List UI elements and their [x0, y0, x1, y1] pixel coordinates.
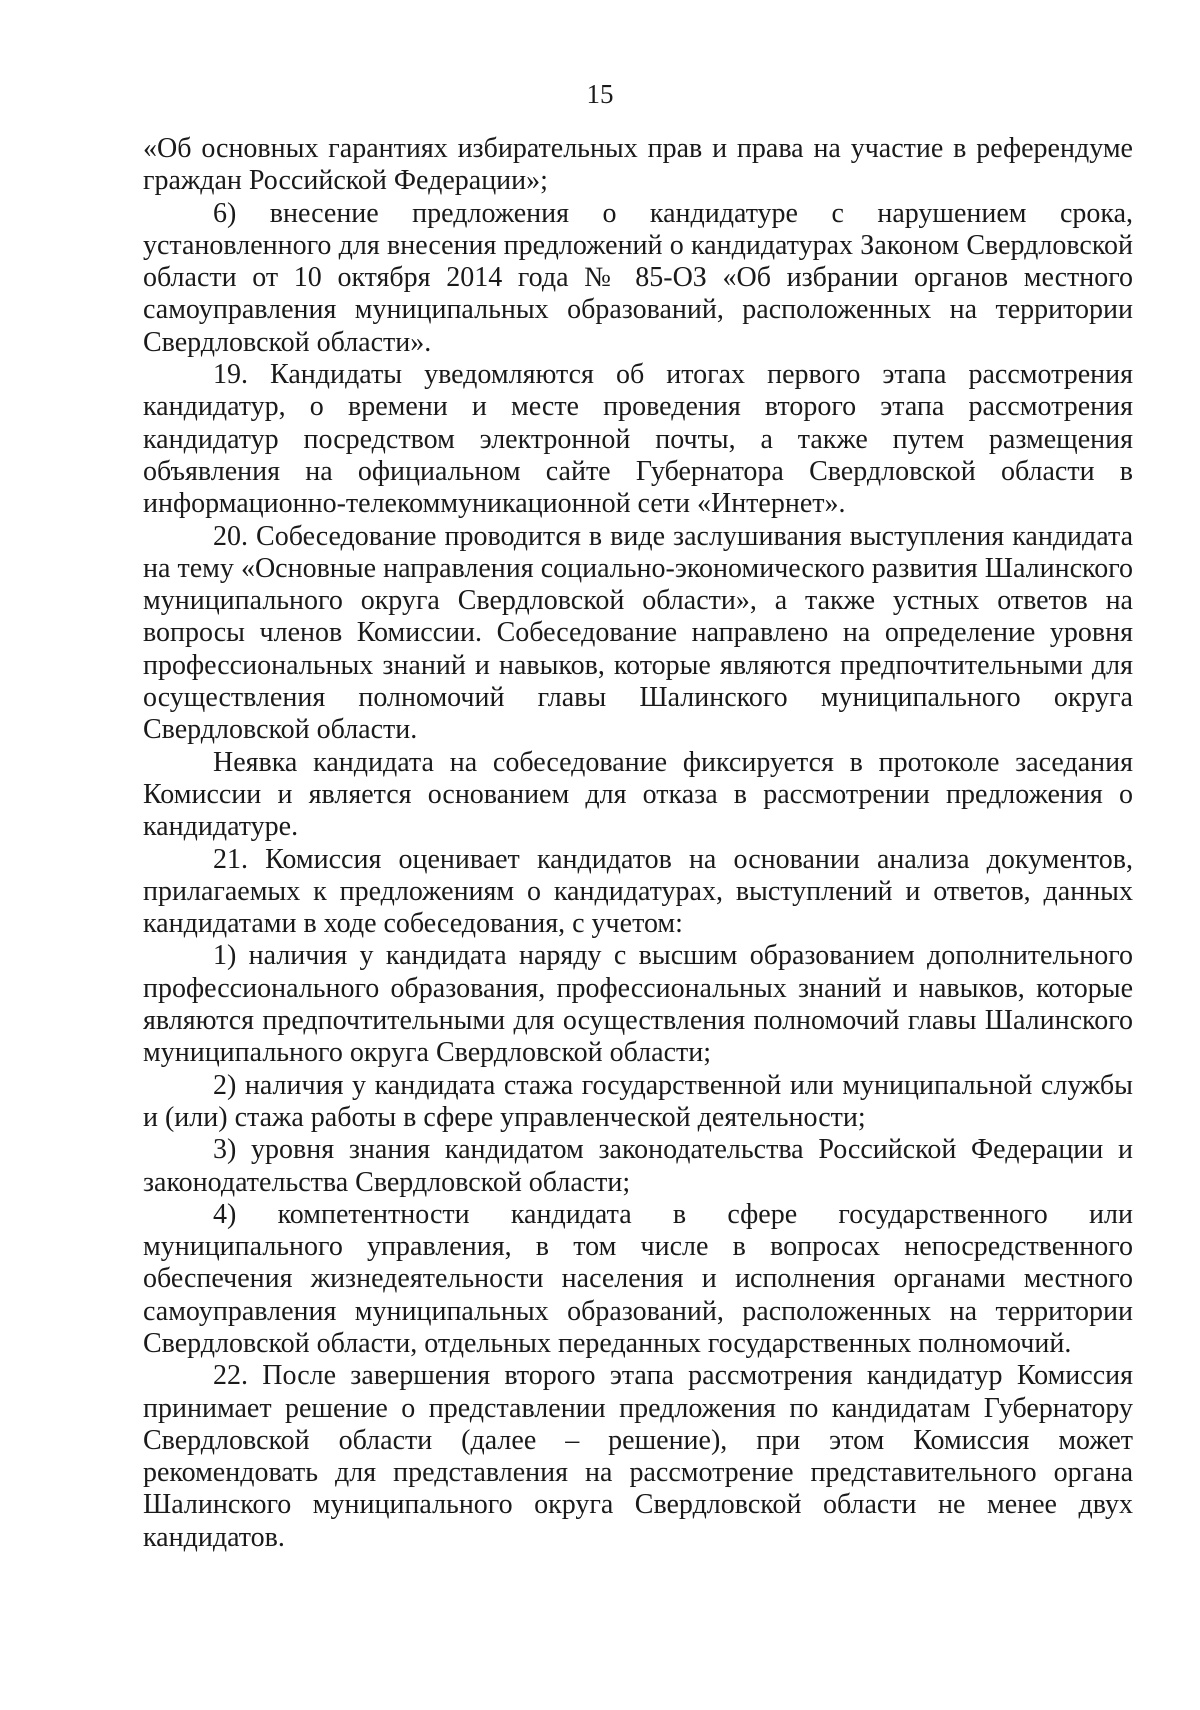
paragraph-clause-19: 19. Кандидаты уведомляются об итогах первого этапа рассмотрения кандидатур, о времени и месте проведения второго этапа рассмотрения кандидатур посредством электронной почты, а также путем размещения объявления на официальном сайте Губернатора Свердловской области в информационно-телекоммуникационной сети «Интернет».: [143, 359, 1133, 520]
paragraph-clause-21: 21. Комиссия оценивает кандидатов на основании анализа документов, прилагаемых к предложениям о кандидатурах, выступлений и ответов, данных кандидатами в ходе собеседования, с учетом:: [143, 843, 1133, 940]
paragraph-criterion-1: 1) наличия у кандидата наряду с высшим образованием дополнительного профессионального образования, профессиональных знаний и навыков, которые являются предпочтительными для осуществления полномочий главы Шалинского муниципального округа Свердловской области;: [143, 940, 1133, 1069]
paragraph-law-title-continuation: «Об основных гарантиях избирательных прав и права на участие в референдуме граждан Российской Федерации»;: [143, 133, 1133, 197]
page-number: 15: [586, 79, 614, 109]
paragraph-clause-22: 22. После завершения второго этапа рассмотрения кандидатур Комиссия принимает решение о представлении предложения по кандидатам Губернатору Свердловской области (далее – решение), при этом Комиссия может рекомендовать для представления на рассмотрение представительного органа Шалинского муниципального округа Свердловской области не менее двух кандидатов.: [143, 1360, 1133, 1553]
paragraph-no-show: Неявка кандидата на собеседование фиксируется в протоколе заседания Комиссии и является основанием для отказа в рассмотрении предложения о кандидатуре.: [143, 746, 1133, 843]
paragraph-clause-20: 20. Собеседование проводится в виде заслушивания выступления кандидата на тему «Основные направления социально-экономического развития Шалинского муниципального округа Свердловской области», а также устных ответов на вопросы членов Комиссии. Собеседование направлено на определение уровня профессиональных знаний и навыков, которые являются предпочтительными для осуществления полномочий главы Шалинского муниципального округа Свердловской области.: [143, 520, 1133, 746]
paragraph-criterion-2: 2) наличия у кандидата стажа государственной или муниципальной службы и (или) стажа работы в сфере управленческой деятельности;: [143, 1069, 1133, 1133]
document-body: [143, 133, 1133, 1554]
paragraph-criterion-3: 3) уровня знания кандидатом законодательства Российской Федерации и законодательства Свердловской области;: [143, 1134, 1133, 1198]
paragraph-criterion-4: 4) компетентности кандидата в сфере государственного или муниципального управления, в том числе в вопросах непосредственного обеспечения жизнедеятельности населения и исполнения органами местного самоуправления муниципальных образований, расположенных на территории Свердловской области, отдельных переданных государственных полномочий.: [143, 1198, 1133, 1359]
paragraph-item-6: 6) внесение предложения о кандидатуре с нарушением срока, установленного для внесения предложений о кандидатурах Законом Свердловской области от 10 октября 2014 года № 85-ОЗ «Об избрании органов местного самоуправления муниципальных образований, расположенных на территории Свердловской области».: [143, 197, 1133, 358]
